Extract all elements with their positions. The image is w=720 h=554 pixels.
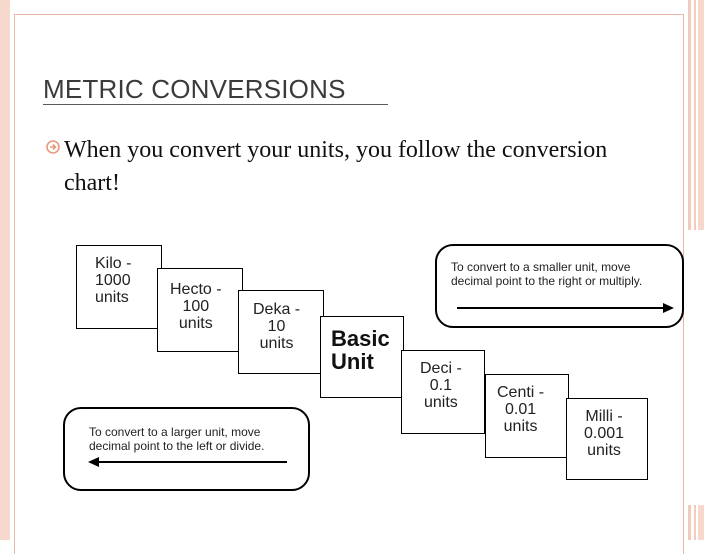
larger-unit-note	[63, 407, 310, 491]
unit-box-deci	[401, 350, 485, 434]
unit-label-milli: Milli - 0.001 units	[584, 408, 625, 459]
unit-box-hecto	[157, 268, 243, 352]
slide-title: METRIC CONVERSIONS	[43, 74, 346, 104]
left-arrow-icon	[87, 456, 287, 468]
unit-box-kilo	[76, 245, 162, 329]
unit-label-deka: Deka - 10 units	[253, 301, 301, 352]
unit-label-deci: Deci - 0.1 units	[420, 360, 462, 411]
unit-label-centi: Centi - 0.01 units	[497, 384, 545, 435]
bullet-icon	[46, 140, 60, 154]
smaller-unit-note	[435, 244, 684, 328]
unit-box-basic	[320, 316, 404, 398]
unit-box-deka	[238, 290, 324, 374]
larger-unit-note-text: To convert to a larger unit, move decimal point to the left or divide.	[89, 425, 265, 453]
unit-label-basic: Basic Unit	[331, 326, 390, 374]
unit-label-kilo: Kilo - 1000 units	[95, 255, 132, 306]
unit-box-milli	[566, 398, 648, 480]
right-arrow-icon	[457, 302, 675, 314]
slide-side-decoration	[684, 0, 720, 540]
unit-box-centi	[485, 374, 569, 458]
title-underline	[43, 104, 388, 105]
unit-label-hecto: Hecto - 100 units	[170, 281, 222, 332]
smaller-unit-note-text: To convert to a smaller unit, move decimal point to the right or multiply.	[451, 260, 643, 288]
bullet-text: When you convert your units, you follow the conversion chart!	[64, 137, 608, 196]
